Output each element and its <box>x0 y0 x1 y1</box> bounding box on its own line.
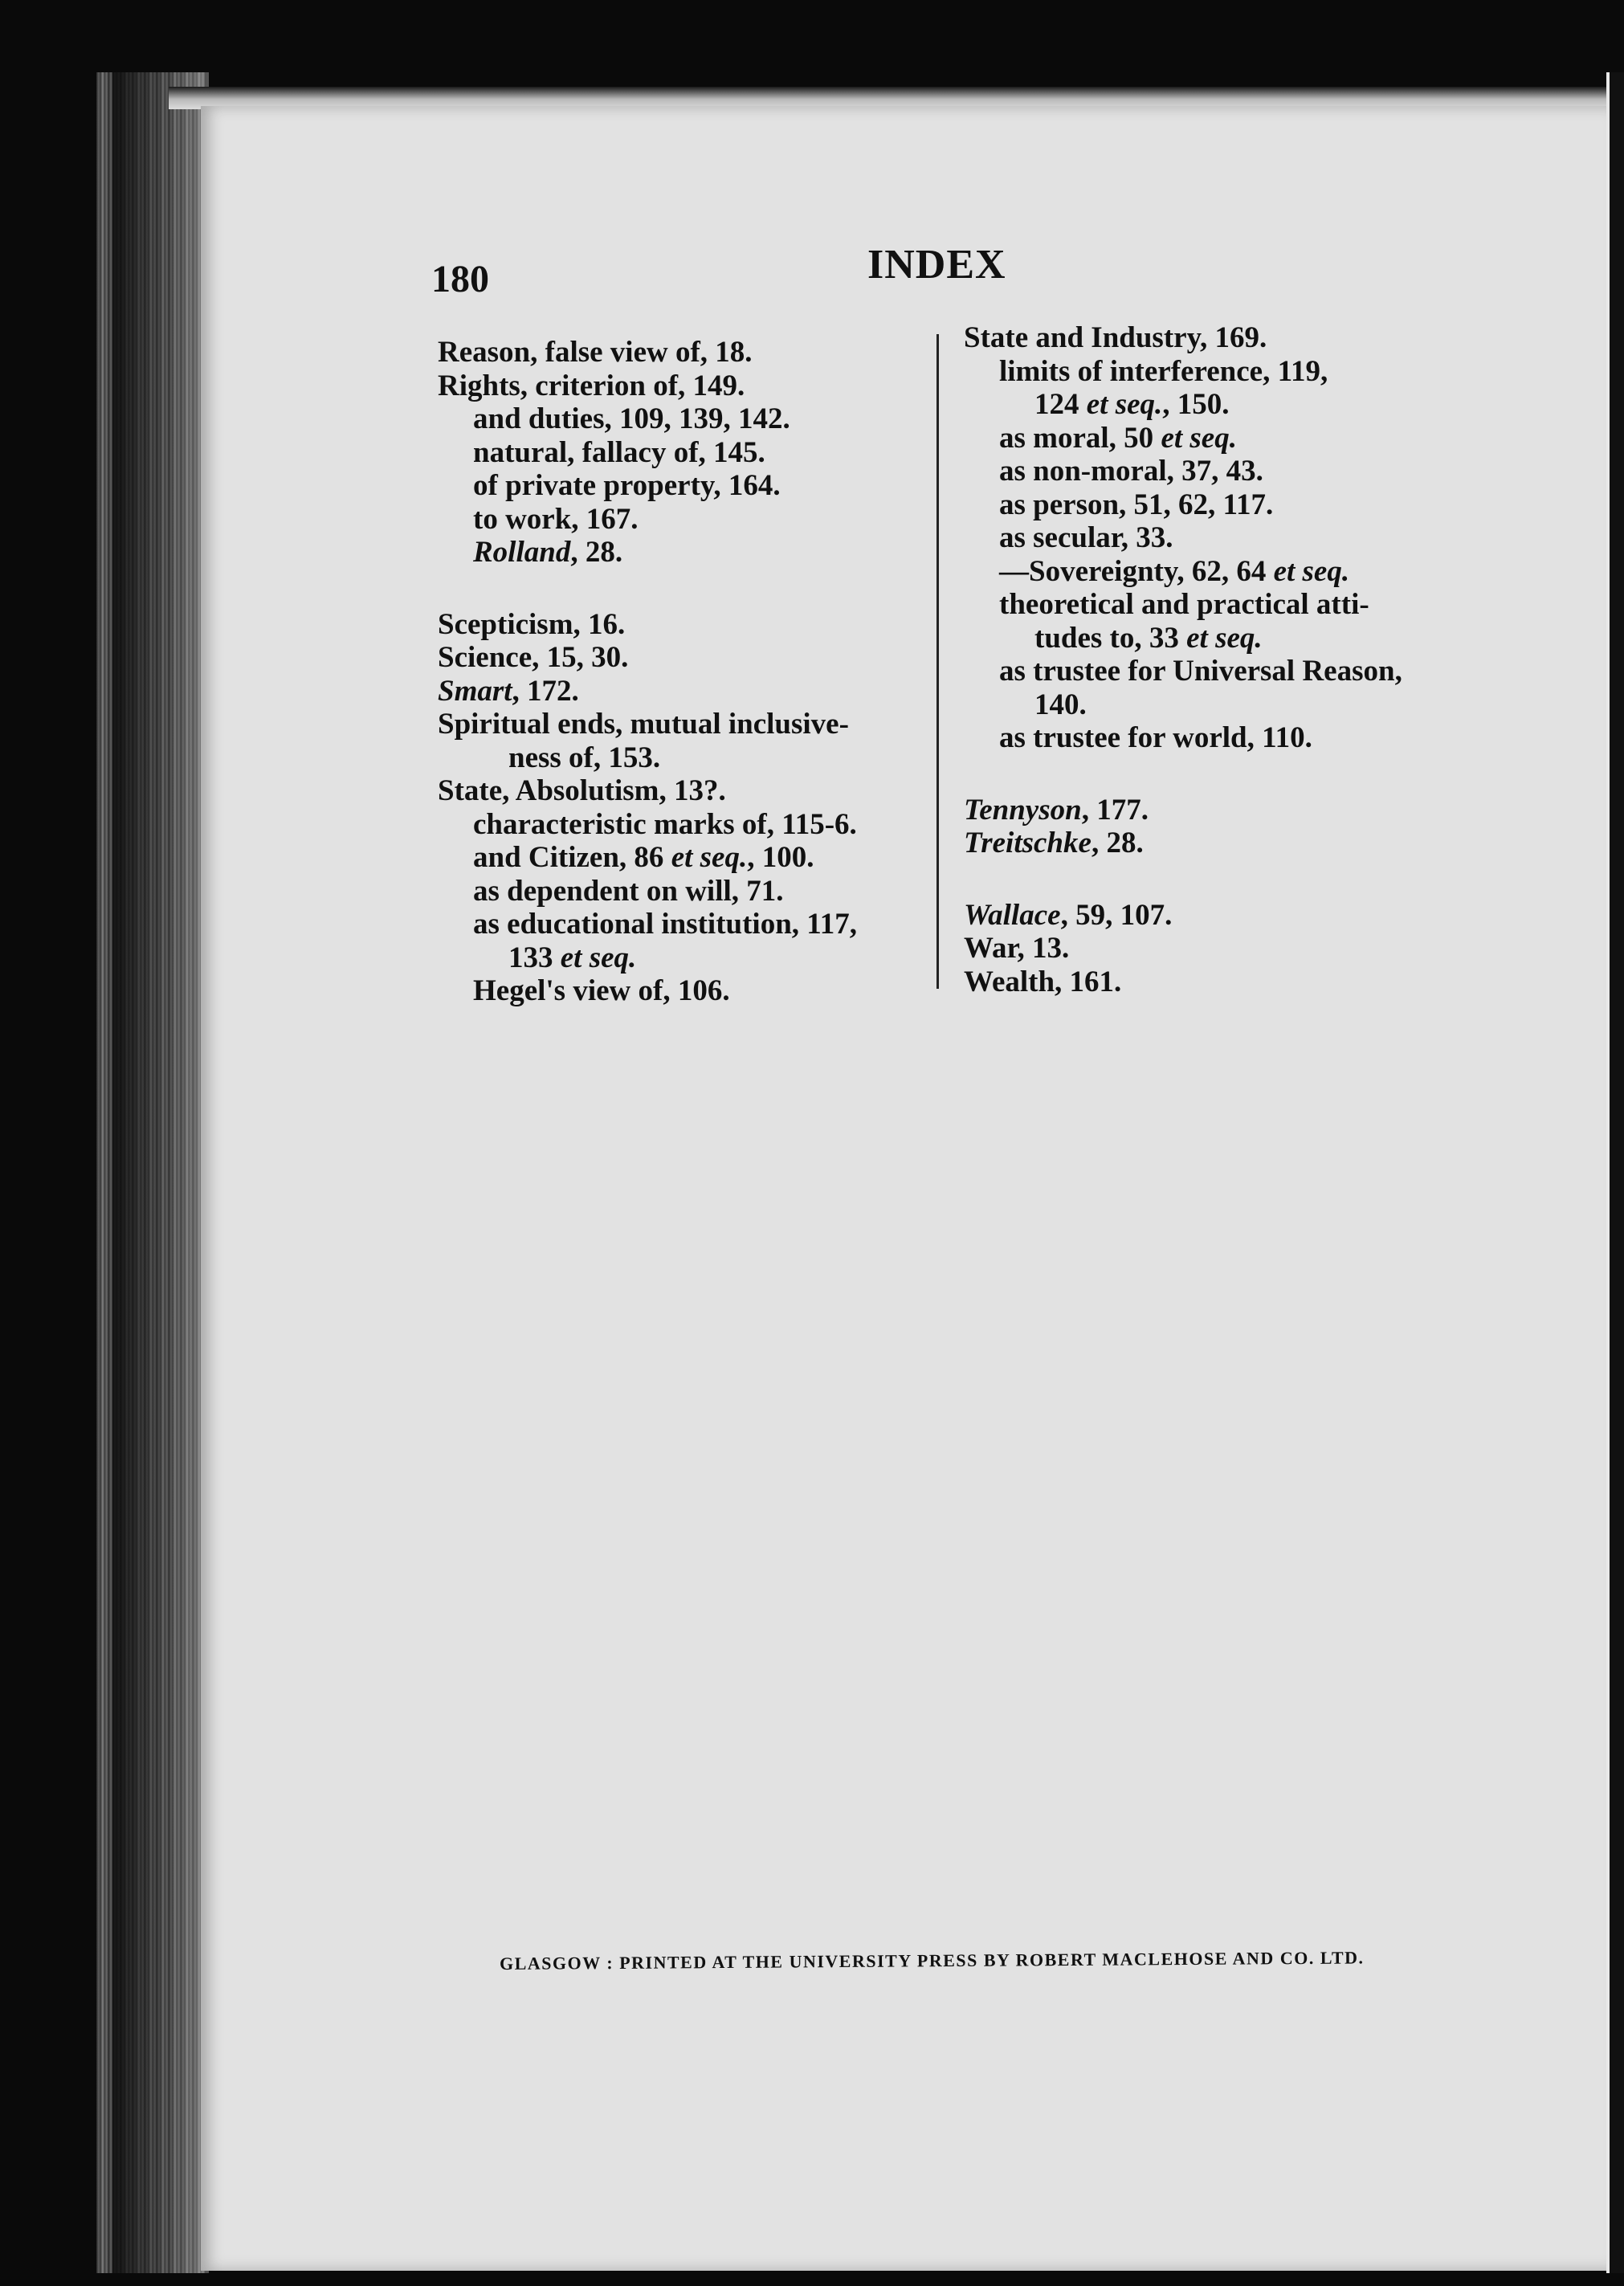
index-entry <box>438 675 952 708</box>
index-entry <box>964 794 1486 827</box>
scan-border-right <box>1610 72 1624 2273</box>
index-entry-text: as trustee for world, 110. <box>999 721 1312 754</box>
index-entry-text: characteristic marks of, 115-6. <box>473 807 857 841</box>
index-entry <box>964 932 1486 965</box>
index-entry-pages: , 59, 107. <box>1060 898 1173 932</box>
index-entry-text: natural, fallacy of, 145. <box>473 435 765 469</box>
index-entry <box>438 641 952 675</box>
index-entry-text: State and Industry, 169. <box>964 321 1267 354</box>
index-entry-text: as moral, 50 <box>999 421 1161 455</box>
index-section-gap <box>964 755 1486 794</box>
index-entry-text: State, Absolutism, 13?. <box>438 774 726 807</box>
index-entry-text: Science, 15, 30. <box>438 641 629 674</box>
index-entry-text: and Citizen, 86 <box>473 841 671 874</box>
index-entry <box>964 655 1486 688</box>
page-number: 180 <box>431 258 489 300</box>
index-entry <box>438 808 952 842</box>
index-section-gap <box>438 569 952 608</box>
index-entry-text: as non-moral, 37, 43. <box>999 455 1263 488</box>
printer-imprint: GLASGOW : PRINTED AT THE UNIVERSITY PRESS BY ROBERT MACLEHOSE AND CO. LTD. <box>500 1947 1365 1974</box>
index-entry-text: as trustee for Universal Reason, <box>999 655 1402 688</box>
index-entry <box>438 369 952 403</box>
index-entry <box>438 536 952 569</box>
index-entry <box>438 608 952 642</box>
index-entry <box>964 488 1486 522</box>
page-edges-shadow <box>112 72 209 2273</box>
index-section-gap <box>964 860 1486 899</box>
index-entry-text: as secular, 33. <box>999 521 1173 554</box>
index-entry <box>438 941 952 975</box>
index-entry-text: Scepticism, 16. <box>438 607 626 641</box>
index-column-left <box>438 336 952 1008</box>
index-entry-text: and duties, 109, 139, 142. <box>473 402 790 435</box>
index-entry-text: to work, 167. <box>473 502 639 536</box>
index-entry-text: Reason, false view of, 18. <box>438 336 753 369</box>
et-seq: et seq. <box>1161 421 1237 455</box>
et-seq: et seq. <box>1086 388 1163 421</box>
index-entry-text: , 150. <box>1162 388 1230 421</box>
index-entry-text: tudes to, 33 <box>1034 621 1187 655</box>
index-entry-text: War, 13. <box>964 932 1070 965</box>
et-seq: et seq. <box>1273 554 1350 588</box>
index-entry-name: Treitschke <box>964 827 1092 859</box>
index-entry-text: ness of, 153. <box>508 741 661 774</box>
index-entry-text: Wealth, 161. <box>964 965 1122 998</box>
page-heading: INDEX <box>867 242 1006 288</box>
index-entry <box>438 908 952 941</box>
index-entry-name: Rolland <box>473 536 571 569</box>
index-entry-text: of private property, 164. <box>473 469 781 502</box>
index-entry-text: as person, 51, 62, 117. <box>999 488 1274 521</box>
index-entry-text: 124 <box>1034 388 1087 421</box>
index-entry <box>964 622 1486 655</box>
index-entry <box>964 827 1486 860</box>
index-entry <box>964 422 1486 455</box>
et-seq: et seq. <box>1186 621 1263 655</box>
index-entry-pages: , 28. <box>570 536 623 569</box>
index-entry <box>438 741 952 775</box>
index-entry-pages: , 172. <box>512 674 579 708</box>
index-entry-text: —Sovereignty, 62, 64 <box>999 554 1274 588</box>
index-entry <box>964 355 1486 389</box>
index-entry-name: Tennyson <box>964 793 1082 827</box>
index-entry-name: Smart <box>438 674 512 708</box>
index-entry <box>964 321 1486 355</box>
index-entry <box>964 521 1486 555</box>
column-divider <box>936 334 939 989</box>
index-entry <box>438 469 952 503</box>
index-entry <box>964 899 1486 933</box>
index-column-right <box>964 321 1486 998</box>
index-entry <box>438 708 952 741</box>
index-entry <box>438 336 952 369</box>
index-entry <box>964 965 1486 999</box>
index-entry-text: Rights, criterion of, 149. <box>438 369 745 402</box>
index-entry-pages: , 177. <box>1081 793 1149 827</box>
et-seq: et seq. <box>560 941 637 974</box>
index-entry-text: as dependent on will, 71. <box>473 874 784 908</box>
index-entry <box>438 503 952 537</box>
index-entry <box>438 402 952 436</box>
index-entry <box>964 588 1486 622</box>
index-entry-name: Wallace <box>964 898 1061 932</box>
index-entry <box>964 455 1486 488</box>
index-entry-text: Spiritual ends, mutual inclusive- <box>438 708 849 741</box>
index-entry <box>964 688 1486 722</box>
index-entry <box>964 721 1486 755</box>
index-entry <box>438 875 952 908</box>
index-entry <box>438 841 952 875</box>
index-entry-text: 140. <box>1034 688 1087 721</box>
index-entry <box>438 436 952 470</box>
index-entry <box>438 774 952 808</box>
index-entry-text: theoretical and practical atti- <box>999 588 1369 621</box>
index-entry-text: as educational institution, 117, <box>473 908 858 941</box>
index-entry-pages: , 28. <box>1091 827 1144 859</box>
index-entry-text: 133 <box>508 941 561 974</box>
index-entry <box>438 974 952 1008</box>
index-entry <box>964 388 1486 422</box>
index-entry-text: , 100. <box>747 841 814 874</box>
index-entry-text: Hegel's view of, 106. <box>473 974 730 1007</box>
index-entry <box>964 555 1486 589</box>
index-entry-text: limits of interference, 119, <box>999 354 1328 388</box>
et-seq: et seq. <box>671 841 748 874</box>
